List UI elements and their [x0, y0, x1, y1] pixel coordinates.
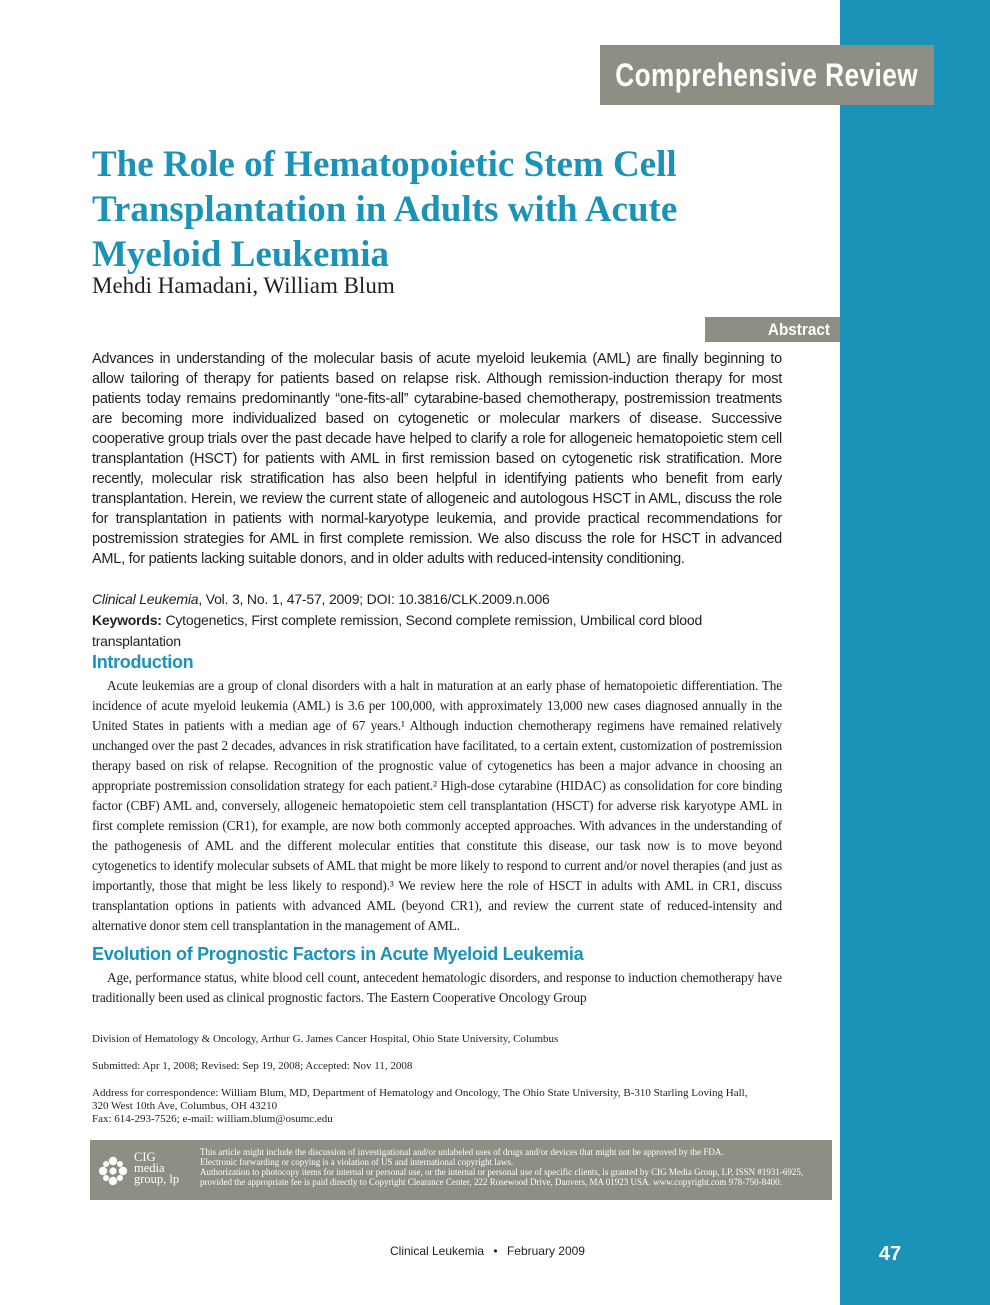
legal-line: provided the appropriate fee is paid directly to Copyright Clearance Center, 222 Rosewood Drive, Danvers, MA 01923 USA. www.copyright.com 978-750-8400.: [200, 1177, 782, 1187]
citation-journal: Clinical Leukemia: [92, 591, 199, 607]
publisher-logo-text: [134, 1152, 179, 1185]
section-label: Comprehensive Review: [615, 56, 919, 93]
address-contact: Fax: 614-293-7526; e-mail: william.blum@osumc.edu: [92, 1113, 333, 1125]
article-title: The Role of Hematopoietic Stem Cell Transplantation in Adults with Acute Myeloid Leukemia: [92, 144, 678, 275]
logo-text-line: media: [134, 1161, 165, 1175]
correspondence-address: [92, 1087, 792, 1126]
citation-line: [92, 589, 792, 610]
keywords-label: Keywords:: [92, 612, 162, 628]
legal-line: This article might include the discussion of investigational and/or unlabeled uses of drugs and/or devices that might not be approved by the FDA.: [200, 1147, 724, 1157]
abstract-label-tab: [705, 317, 840, 342]
page-number: 47: [878, 1243, 902, 1265]
article-authors: Mehdi Hamadani, William Blum: [92, 273, 395, 298]
affiliation-note: Division of Hematology & Oncology, Arthur G. James Cancer Hospital, Ohio State University, Columbus: [92, 1033, 559, 1045]
citation-block: [92, 589, 792, 652]
evolution-text: Age, performance status, white blood cell count, antecedent hematologic disorders, and response to induction chemotherapy have traditionally been used as clinical prognostic factors. The Eastern Cooperative Oncology Group: [92, 970, 782, 1005]
address-line: Address for correspondence: William Blum, MD, Department of Hematology and Oncology, The Ohio State University, B-310 Starling Loving Hall,: [92, 1087, 748, 1099]
citation-details: , Vol. 3, No. 1, 47-57, 2009; DOI: 10.3816/CLK.2009.n.006: [198, 591, 550, 607]
legal-line: Authorization to photocopy items for internal or personal use, or the internal or personal use of specific clients, is granted by CIG Media Group, LP, ISSN #1931-6925,: [200, 1167, 804, 1177]
introduction-text: Acute leukemias are a group of clonal disorders with a halt in maturation at an early phase of hematopoietic differentiation. The incidence of acute myeloid leukemia (AML) is 3.6 per 100,000, with approximately 13,000 new cases diagnosed annually in the United States in patients with a median age of 67 years.¹ Although induction chemotherapy regimens have remained relatively unchanged over the past 2 decades, advances in risk stratification have facilitated, to a certain extent, customization of postremission therapy based on risk of relapse. Recognition of the prognostic value of cytogenetics has been a major advance in choosing an appropriate postremission consolidation strategy for each patient.² High-dose cytarabine (HIDAC) as consolidation for core binding factor (CBF) AML and, conversely, allogeneic hematopoietic stem cell transplantation (HSCT) for adverse risk karyotype AML in first complete remission (CR1), for example, are now both commonly accepted approaches. With advances in the understanding of the pathogenesis of AML and the different molecular entities that constitute this disease, our task now is to move beyond cytogenetics to identify molecular subsets of AML that might be more likely to respond to current and/or novel therapies (and just as importantly, those that might be less likely to respond).³ We review here the role of HSCT in adults with AML in CR1, discuss transplantation options in patients with advanced AML (beyond CR1), and review the current state of reduced-intensity and alternative donor stem cell transplantation in the management of AML.: [92, 678, 782, 933]
keywords-list: Cytogenetics, First complete remission, Second complete remission, Umbilical cord blood transplantation: [92, 612, 703, 649]
evolution-heading: Evolution of Prognostic Factors in Acute Myeloid Leukemia: [92, 944, 584, 964]
abstract-label: Abstract: [767, 320, 830, 339]
logo-text-line: group, lp: [134, 1172, 180, 1186]
address-line: 320 West 10th Ave, Columbus, OH 43210: [92, 1100, 278, 1112]
logo-text-line: CIG: [134, 1150, 156, 1164]
introduction-heading: Introduction: [92, 652, 194, 672]
footer-separator: •: [493, 1244, 498, 1258]
right-sidebar-band: [840, 0, 990, 1305]
legal-notice-box: [90, 1140, 832, 1200]
submission-dates: Submitted: Apr 1, 2008; Revised: Sep 19, 2008; Accepted: Nov 11, 2008: [92, 1060, 413, 1072]
section-banner: [600, 45, 934, 105]
abstract-text: Advances in understanding of the molecular basis of acute myeloid leukemia (AML) are finally beginning to allow tailoring of therapy for patients based on relapse risk. Although remission-induction therapy for most patients today remains predominantly “one-fits-all” cytarabine-based chemotherapy, postremission treatments are becoming more individualized based on cytogenetic or molecular markers of disease. Successive cooperative group trials over the past decade have helped to clarify a role for allogeneic hematopoietic stem cell transplantation (HSCT) for patients with AML in first remission based on cytogenetic risk stratification. More recently, molecular risk stratification has also been helpful in identifying patients who benefit from early transplantation. Herein, we review the current state of allogeneic and autologous HSCT in AML, discuss the role for transplantation in patients with normal-karyotype leukemia, and provide practical recommendations for postremission strategies for AML in first complete remission. We also discuss the role for HSCT in advanced AML, for patients lacking suitable donors, and in older adults with reduced-intensity conditioning.: [92, 351, 782, 567]
keywords-line: [92, 610, 792, 652]
footer-journal: Clinical Leukemia: [390, 1244, 485, 1258]
legal-text: [200, 1147, 830, 1187]
publisher-logo: [96, 1150, 188, 1192]
legal-line: Electronic forwarding or copying is a violation of US and international copyright laws.: [200, 1157, 514, 1167]
flower-icon: [96, 1154, 130, 1188]
running-footer: [390, 1244, 585, 1258]
footer-date: February 2009: [506, 1244, 585, 1258]
